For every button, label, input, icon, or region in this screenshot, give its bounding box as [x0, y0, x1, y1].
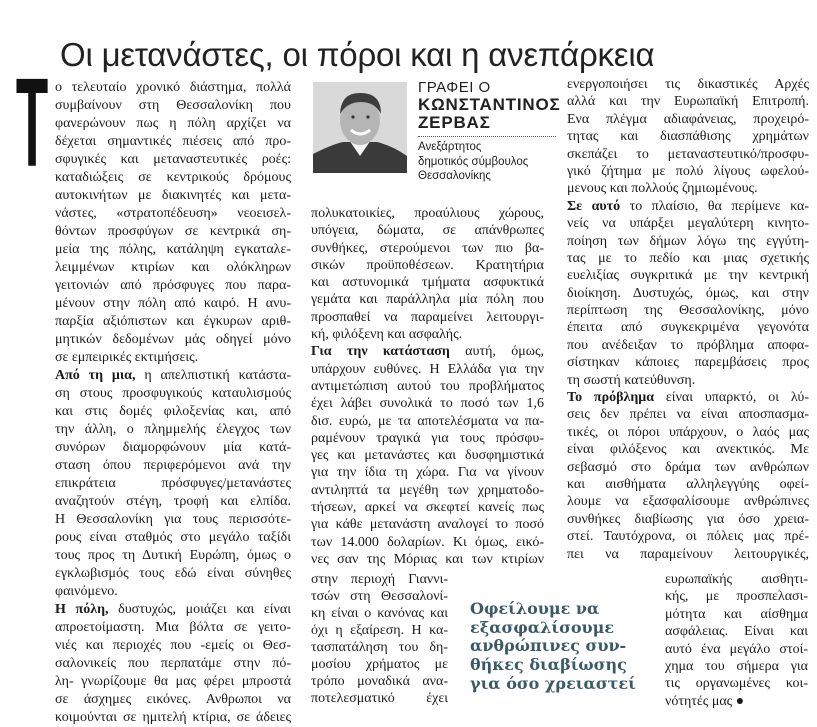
- text-line-content: μένουν στην πόλη από καιρό. Η ανυ-: [55, 296, 291, 311]
- text-line: [311, 605, 448, 622]
- text-line-content: τασπατάληση του δη-: [311, 640, 448, 655]
- text-line: [567, 441, 809, 458]
- text-line-content: γειτονιών από πρόσφυγες που παρα-: [55, 278, 291, 293]
- text-line: [567, 372, 809, 389]
- text-line-content: αλλά και την Ευρωπαϊκή Επιτροπή.: [567, 94, 809, 110]
- text-line: [311, 639, 448, 656]
- text-line-content: των 14.000 δολαρίων. Κι όμως, εικό-: [311, 534, 544, 550]
- text-line: [311, 690, 448, 707]
- text-line-content: νάστες, «στρατοπέδευση» νεοεισελ-: [55, 206, 291, 221]
- text-line: [311, 326, 544, 343]
- text-line-content: έπειτα από συγκεκριμένα γεγονότα: [567, 320, 809, 336]
- text-line: [665, 571, 808, 588]
- text-line-content: και αστυνομικά τμήματα ασφυκτικά: [311, 275, 544, 291]
- text-line-content: μότητα και αίσθημα: [665, 606, 808, 622]
- text-line: [55, 511, 291, 529]
- text-line-content: ποτελεσματικό έχει: [311, 691, 448, 706]
- text-line-content: λη- γνωρίζουμε θα μας φέρει μπροστά: [55, 674, 291, 689]
- text-line-content: το πλαίσιο, θα περίμενε κα-: [620, 198, 809, 214]
- text-line-content: Ενα πλέγμα αδιαφάνειας, προχειρό-: [567, 111, 809, 127]
- text-line: [55, 151, 291, 169]
- text-line: [311, 309, 544, 326]
- text-line: [311, 413, 544, 430]
- text-line-content: και αισθήματα αλληλεγγύης οφεί-: [567, 476, 809, 492]
- text-line: [567, 528, 809, 545]
- text-line: [55, 403, 291, 421]
- text-line: [311, 551, 544, 568]
- pull-quote-line: Οφείλουμε να: [470, 599, 600, 618]
- author-photo: [313, 82, 407, 173]
- text-line-content: σφυγικές και μεταναστευτικές ροές:: [55, 152, 291, 167]
- paragraph-lead-in: Για την κατάσταση: [311, 344, 450, 360]
- paragraph-lead-in: Το πρόβλημα: [567, 390, 655, 406]
- text-line: [55, 709, 291, 727]
- text-line-content: σκεπάζει το μεταναστευτικό/προσφυ-: [567, 146, 809, 162]
- text-line: [567, 146, 809, 163]
- text-line-content: για την ίδια τη χώρα. Για να γίνουν: [311, 465, 544, 481]
- text-line-content: μοσίου χρήματος με: [311, 657, 448, 672]
- text-line: [55, 169, 291, 187]
- text-line: [55, 313, 291, 331]
- text-line-content: σταση όπου περιφερόμενοι ανά την: [55, 458, 291, 473]
- text-line: [567, 128, 809, 145]
- text-line: [55, 349, 291, 367]
- text-line: [567, 302, 809, 319]
- text-line-content: στεί. Ταυτόχρονα, οι πόλεις μας πρέ-: [567, 529, 809, 545]
- text-line-content: ο τελευταίο χρονικό διάστημα, πολλά: [55, 80, 291, 95]
- text-line-content: έχει λάβει συνολικά το ποσό των 1,6: [311, 396, 544, 412]
- text-line-content: επικράτεια πρόσφυγες/μετανάστες: [55, 476, 291, 491]
- text-line: [665, 658, 808, 675]
- author-role: δημοτικός σύμβουλος: [418, 155, 529, 168]
- text-line: [311, 378, 544, 395]
- text-line-content: καταδιώξεις σε κεντρικούς δρόμους: [55, 170, 291, 185]
- text-line-content: ευρωπαϊκής αισθητι-: [665, 572, 808, 587]
- author-first-name: ΚΩΝΣΤΑΝΤΙΝΟΣ: [418, 95, 561, 114]
- text-line-content: γες και μετανάστες και δυσφημιστικά: [311, 448, 544, 464]
- text-line: [55, 475, 291, 493]
- text-line-content: περίπτωση της Θεσσαλονίκης, μόνο: [567, 303, 809, 319]
- author-role: Ανεξάρτητος: [418, 141, 482, 153]
- text-line: [55, 547, 291, 565]
- text-line-content: είναι φιλόξενος και ανεκτικός. Με: [567, 442, 809, 458]
- text-line: [567, 233, 809, 250]
- text-line-content: γεμάτα και παράλληλα μία πόλη που: [311, 292, 544, 308]
- text-line: [665, 693, 808, 710]
- text-line-content: εγκλωβισμός τους εδώ είναι σύνηθες: [55, 566, 291, 581]
- text-line-content: μενους και πολλούς ζημιωμένους.: [567, 181, 758, 197]
- text-line-content: νότητές μας ●: [665, 693, 745, 709]
- text-line-content: σικών προϋποθέσεων. Κρατητήρια: [311, 257, 544, 273]
- text-line: [55, 133, 291, 151]
- text-line-content: τικές, οι πόροι υπάρχουν, ο λαός μας: [567, 424, 809, 440]
- text-line-content: μεία της πόλης, κατάληψη εγκαταλε-: [55, 242, 291, 257]
- text-line: [311, 240, 544, 257]
- text-line-content: πολυκατοικίες, προαύλιους χώρους,: [311, 206, 544, 221]
- text-line: [311, 205, 544, 222]
- text-line-content: τητας και διασπάθισης χρημάτων: [567, 129, 809, 145]
- text-line: [55, 277, 291, 295]
- text-line: [567, 250, 809, 267]
- text-line-content: νες σαν της Μόριας και των κτιρίων: [311, 551, 544, 567]
- text-line-content: η απελπιστική κατάστα-: [135, 368, 291, 383]
- text-line: [311, 222, 544, 239]
- text-line-content: πει να παραμείνουν λειτουργικές,: [567, 546, 809, 562]
- text-line-content: συμβαίνουν στη Θεσσαλονίκη που: [55, 98, 291, 113]
- text-line-content: Η Θεσσαλονίκη για τους περισσότε-: [55, 512, 291, 527]
- text-line: [55, 439, 291, 457]
- text-line-content: σεβασμό στο δράμα των ανθρώπων: [567, 459, 809, 475]
- text-line: [55, 637, 291, 655]
- pull-quote-line: ανθρώπινες συν-: [470, 636, 627, 656]
- text-line: [55, 223, 291, 241]
- text-line-content: δισ. ευρώ, με τα αποτελέσματα να πα-: [311, 413, 544, 429]
- text-line-content: παρξία αξιόπιστων και έγκυρων αριθ-: [55, 314, 291, 329]
- text-line-content: σαλονικείς που περπατάμε στην πό-: [55, 656, 291, 671]
- byline-label: ΓΡΑΦΕΙ Ο: [418, 79, 491, 96]
- text-line-content: γικό ζήτημα με πολύ λίγους ωφελού-: [567, 163, 809, 179]
- text-line: [311, 656, 448, 673]
- text-line: [55, 97, 291, 115]
- text-line: [567, 319, 809, 336]
- text-line: [567, 389, 809, 406]
- text-line: [567, 337, 809, 354]
- text-line: [567, 493, 809, 510]
- author-byline: [418, 79, 561, 184]
- text-line-content: τις οργανωμένες κοι-: [665, 676, 808, 692]
- text-line-content: που ανέδειξαν το πρόβλημα αποφα-: [567, 337, 809, 353]
- article-title: Οι μετανάστες, οι πόροι και η ανεπάρκεια: [60, 36, 655, 74]
- text-line-content: ση στους προσφυγικούς καταυλισμούς: [55, 386, 291, 401]
- text-line-content: ραμένουν τραγικά για τους πρόσφυ-: [311, 430, 544, 446]
- text-line: [665, 641, 808, 658]
- text-line-content: κη είναι ο κανόνας και: [311, 606, 448, 621]
- text-line: [311, 588, 448, 605]
- text-line: [567, 93, 809, 110]
- text-line-content: σεις δεν πρέπει να είναι αποσπασμα-: [567, 407, 809, 423]
- text-line: [567, 215, 809, 232]
- text-line: [311, 395, 544, 412]
- text-line-content: τσών στη Θεσσαλονί-: [311, 589, 448, 604]
- text-line: [55, 529, 291, 547]
- text-line-content: αυτοκινήτων με διακινητές και μετα-: [55, 188, 291, 203]
- text-line: [311, 571, 448, 588]
- text-line-content: κοιμούνται σε ημιτελή κτίρια, σε άδειες: [55, 710, 291, 725]
- text-line: [665, 623, 808, 640]
- text-line: [311, 499, 544, 516]
- pull-quote-line: θήκες διαβίωσης: [470, 655, 627, 675]
- text-line-content: υπόγεια, δώματα, σε απάνθρωπες: [311, 223, 544, 239]
- author-last-name: ΖΕΡΒΑΣ: [418, 113, 491, 132]
- text-line: [567, 476, 809, 493]
- text-line: [311, 464, 544, 481]
- text-line: [311, 361, 544, 378]
- paragraph-lead-in: Η πόλη,: [55, 602, 109, 617]
- text-line: [55, 187, 291, 205]
- text-line-content: απροετοίμαστη. Μια βόλτα σε γειτο-: [55, 620, 291, 635]
- text-line-content: προσπαθεί να παραμείνει λειτουργι-: [311, 309, 544, 325]
- text-line-content: για κάθε μετανάστη αναλογεί το ποσό: [311, 517, 544, 533]
- text-line: [567, 180, 809, 197]
- pull-quote-line: για όσο χρειαστεί: [470, 673, 636, 693]
- text-line: [567, 406, 809, 423]
- text-line: [567, 424, 809, 441]
- text-line: [311, 343, 544, 360]
- text-line-content: συνόρων διαμορφώνουν μία κατά-: [55, 440, 291, 455]
- text-line-content: και στις δομές φιλοξενίας και, από: [55, 404, 291, 419]
- article-column-1: [55, 79, 291, 727]
- text-line-content: σε άσχημες εικόνες. Ανθρωποι να: [55, 692, 291, 707]
- text-line: [55, 493, 291, 511]
- text-line: [567, 546, 809, 563]
- text-line: [55, 79, 291, 97]
- text-line: [55, 385, 291, 403]
- article-column-3: [567, 76, 809, 563]
- text-line: [567, 511, 809, 528]
- text-line-content: νείς να υπάρξει μεγαλύτερη κινητο-: [567, 216, 809, 232]
- text-line-content: φαινόμενο.: [55, 584, 118, 599]
- text-line: [55, 619, 291, 637]
- text-line: [665, 675, 808, 692]
- author-role: Θεσσαλονίκης: [418, 170, 491, 182]
- text-line: [567, 459, 809, 476]
- text-line: [665, 606, 808, 623]
- text-line: [55, 565, 291, 583]
- text-line-content: ασφάλειας. Είναι και: [665, 624, 808, 640]
- text-line: [665, 588, 808, 605]
- text-line-content: αντιμετώπιση αυτού του προβλήματος: [311, 378, 544, 394]
- text-line: [311, 447, 544, 464]
- text-line: [311, 257, 544, 274]
- text-line: [55, 421, 291, 439]
- text-line-content: την άλλη, ο πλημμελής έλεγχος των: [55, 422, 291, 437]
- text-line: [311, 516, 544, 533]
- text-line: [55, 205, 291, 223]
- text-line-content: συνθήκες διαβίωσης για όσο χρεια-: [567, 511, 809, 527]
- text-line-content: αυτό ένα μεγάλο στοί-: [665, 641, 808, 657]
- pull-quote-line: εξασφαλίσουμε: [470, 617, 615, 637]
- text-line-content: ρους είναι σταθμός στο μεγάλο ταξίδι: [55, 530, 291, 545]
- text-line-content: δέχεται σημαντικές πιέσεις από προ-: [55, 134, 291, 149]
- text-line-content: αντιληπτά τα μεγέθη των χρηματοδο-: [311, 482, 544, 498]
- text-line-content: αναζητούν στέγη, τροφή και ελπίδα.: [55, 494, 291, 509]
- text-line: [311, 482, 544, 499]
- text-line: [55, 673, 291, 691]
- article-column-2: [311, 205, 544, 568]
- text-line-content: τους προς τη Δυτική Ευρώπη, όμως ο: [55, 548, 291, 563]
- text-line-content: λουμε να εξασφαλίσουμε ανθρώπινες: [567, 494, 809, 510]
- text-line-content: μητικών δεδομένων μάς οδηγεί μόνο: [55, 332, 291, 347]
- text-line-content: σίστηκαν κάποιες παρεμβάσεις προς: [567, 355, 809, 371]
- text-line-content: ποίηση των δήμων λόγω της εγγύτη-: [567, 233, 809, 249]
- text-line-content: διοίκηση. Δυστυχώς, όμως, και στην: [567, 285, 809, 301]
- text-line-content: κής, με προσπελασι-: [665, 589, 808, 605]
- byline-divider: [418, 136, 556, 137]
- text-line: [55, 331, 291, 349]
- text-line-content: λειμμένων κτιρίων και ολόκληρων: [55, 260, 291, 275]
- text-line: [567, 354, 809, 371]
- text-line-content: τήσεων, αρκεί να σκεφτεί κανείς πως: [311, 500, 544, 516]
- drop-cap: Τ: [15, 52, 49, 193]
- text-line-content: στην περιοχή Γιαννι-: [311, 572, 448, 587]
- text-line-content: όχι η εξαίρεση. Η κα-: [311, 623, 448, 638]
- text-line: [567, 198, 809, 215]
- text-line: [55, 115, 291, 133]
- text-line: [311, 291, 544, 308]
- text-line: [55, 241, 291, 259]
- text-line: [311, 534, 544, 551]
- article-column-3-narrow: [665, 571, 808, 710]
- article-column-2-narrow: [311, 571, 448, 707]
- pull-quote: [470, 599, 636, 694]
- paragraph-lead-in: Από τη μια,: [55, 368, 136, 383]
- text-line-content: σε εμπειρικές εκτιμήσεις.: [55, 350, 199, 365]
- text-line-content: είναι υπαρκτό, οι λύ-: [654, 390, 809, 406]
- text-line-content: ενεργοποιήσει τις δικαστικές Αρχές: [567, 77, 809, 92]
- text-line-content: τη σωστή κατεύθυνση.: [567, 372, 696, 388]
- text-line: [311, 622, 448, 639]
- text-line-content: υπάρχουν ευθύνες. Η Ελλάδα για την: [311, 361, 544, 377]
- text-line: [55, 367, 291, 385]
- text-line: [567, 76, 809, 93]
- text-line-content: χημα του σήμερα για: [665, 658, 808, 674]
- text-line: [567, 267, 809, 284]
- text-line: [311, 673, 448, 690]
- text-line: [55, 601, 291, 619]
- text-line-content: ευελιξίας συγκριτικά με την κεντρική: [567, 268, 809, 284]
- text-line: [55, 259, 291, 277]
- text-line-content: τας με το πεδίο και μιας σχετικής: [567, 250, 809, 266]
- text-line: [567, 285, 809, 302]
- paragraph-lead-in: Σε αυτό: [567, 198, 621, 214]
- text-line: [567, 111, 809, 128]
- text-line-content: αυτή, όμως,: [449, 344, 544, 360]
- text-line: [567, 163, 809, 180]
- text-line-content: δυστυχώς, μοιάζει και είναι: [108, 602, 291, 617]
- text-line: [55, 691, 291, 709]
- text-line-content: συνθήκες, στερούμενοι των πιο βα-: [311, 240, 544, 256]
- text-line: [311, 430, 544, 447]
- text-line: [55, 655, 291, 673]
- text-line: [55, 583, 291, 601]
- text-line: [55, 295, 291, 313]
- text-line: [55, 457, 291, 475]
- text-line-content: φανερώνουν πως η πόλη αρχίζει να: [55, 116, 291, 131]
- text-line-content: νιές και περιοχές που -εμείς οι Θεσ-: [55, 638, 291, 653]
- text-line-content: τρόπο μοναδικά ανα-: [311, 674, 448, 689]
- text-line-content: θόντων προσφύγων σε κεντρικά ση-: [55, 224, 291, 239]
- text-line: [311, 274, 544, 291]
- text-line-content: κή, φιλόξενη και ασφαλής.: [311, 327, 463, 343]
